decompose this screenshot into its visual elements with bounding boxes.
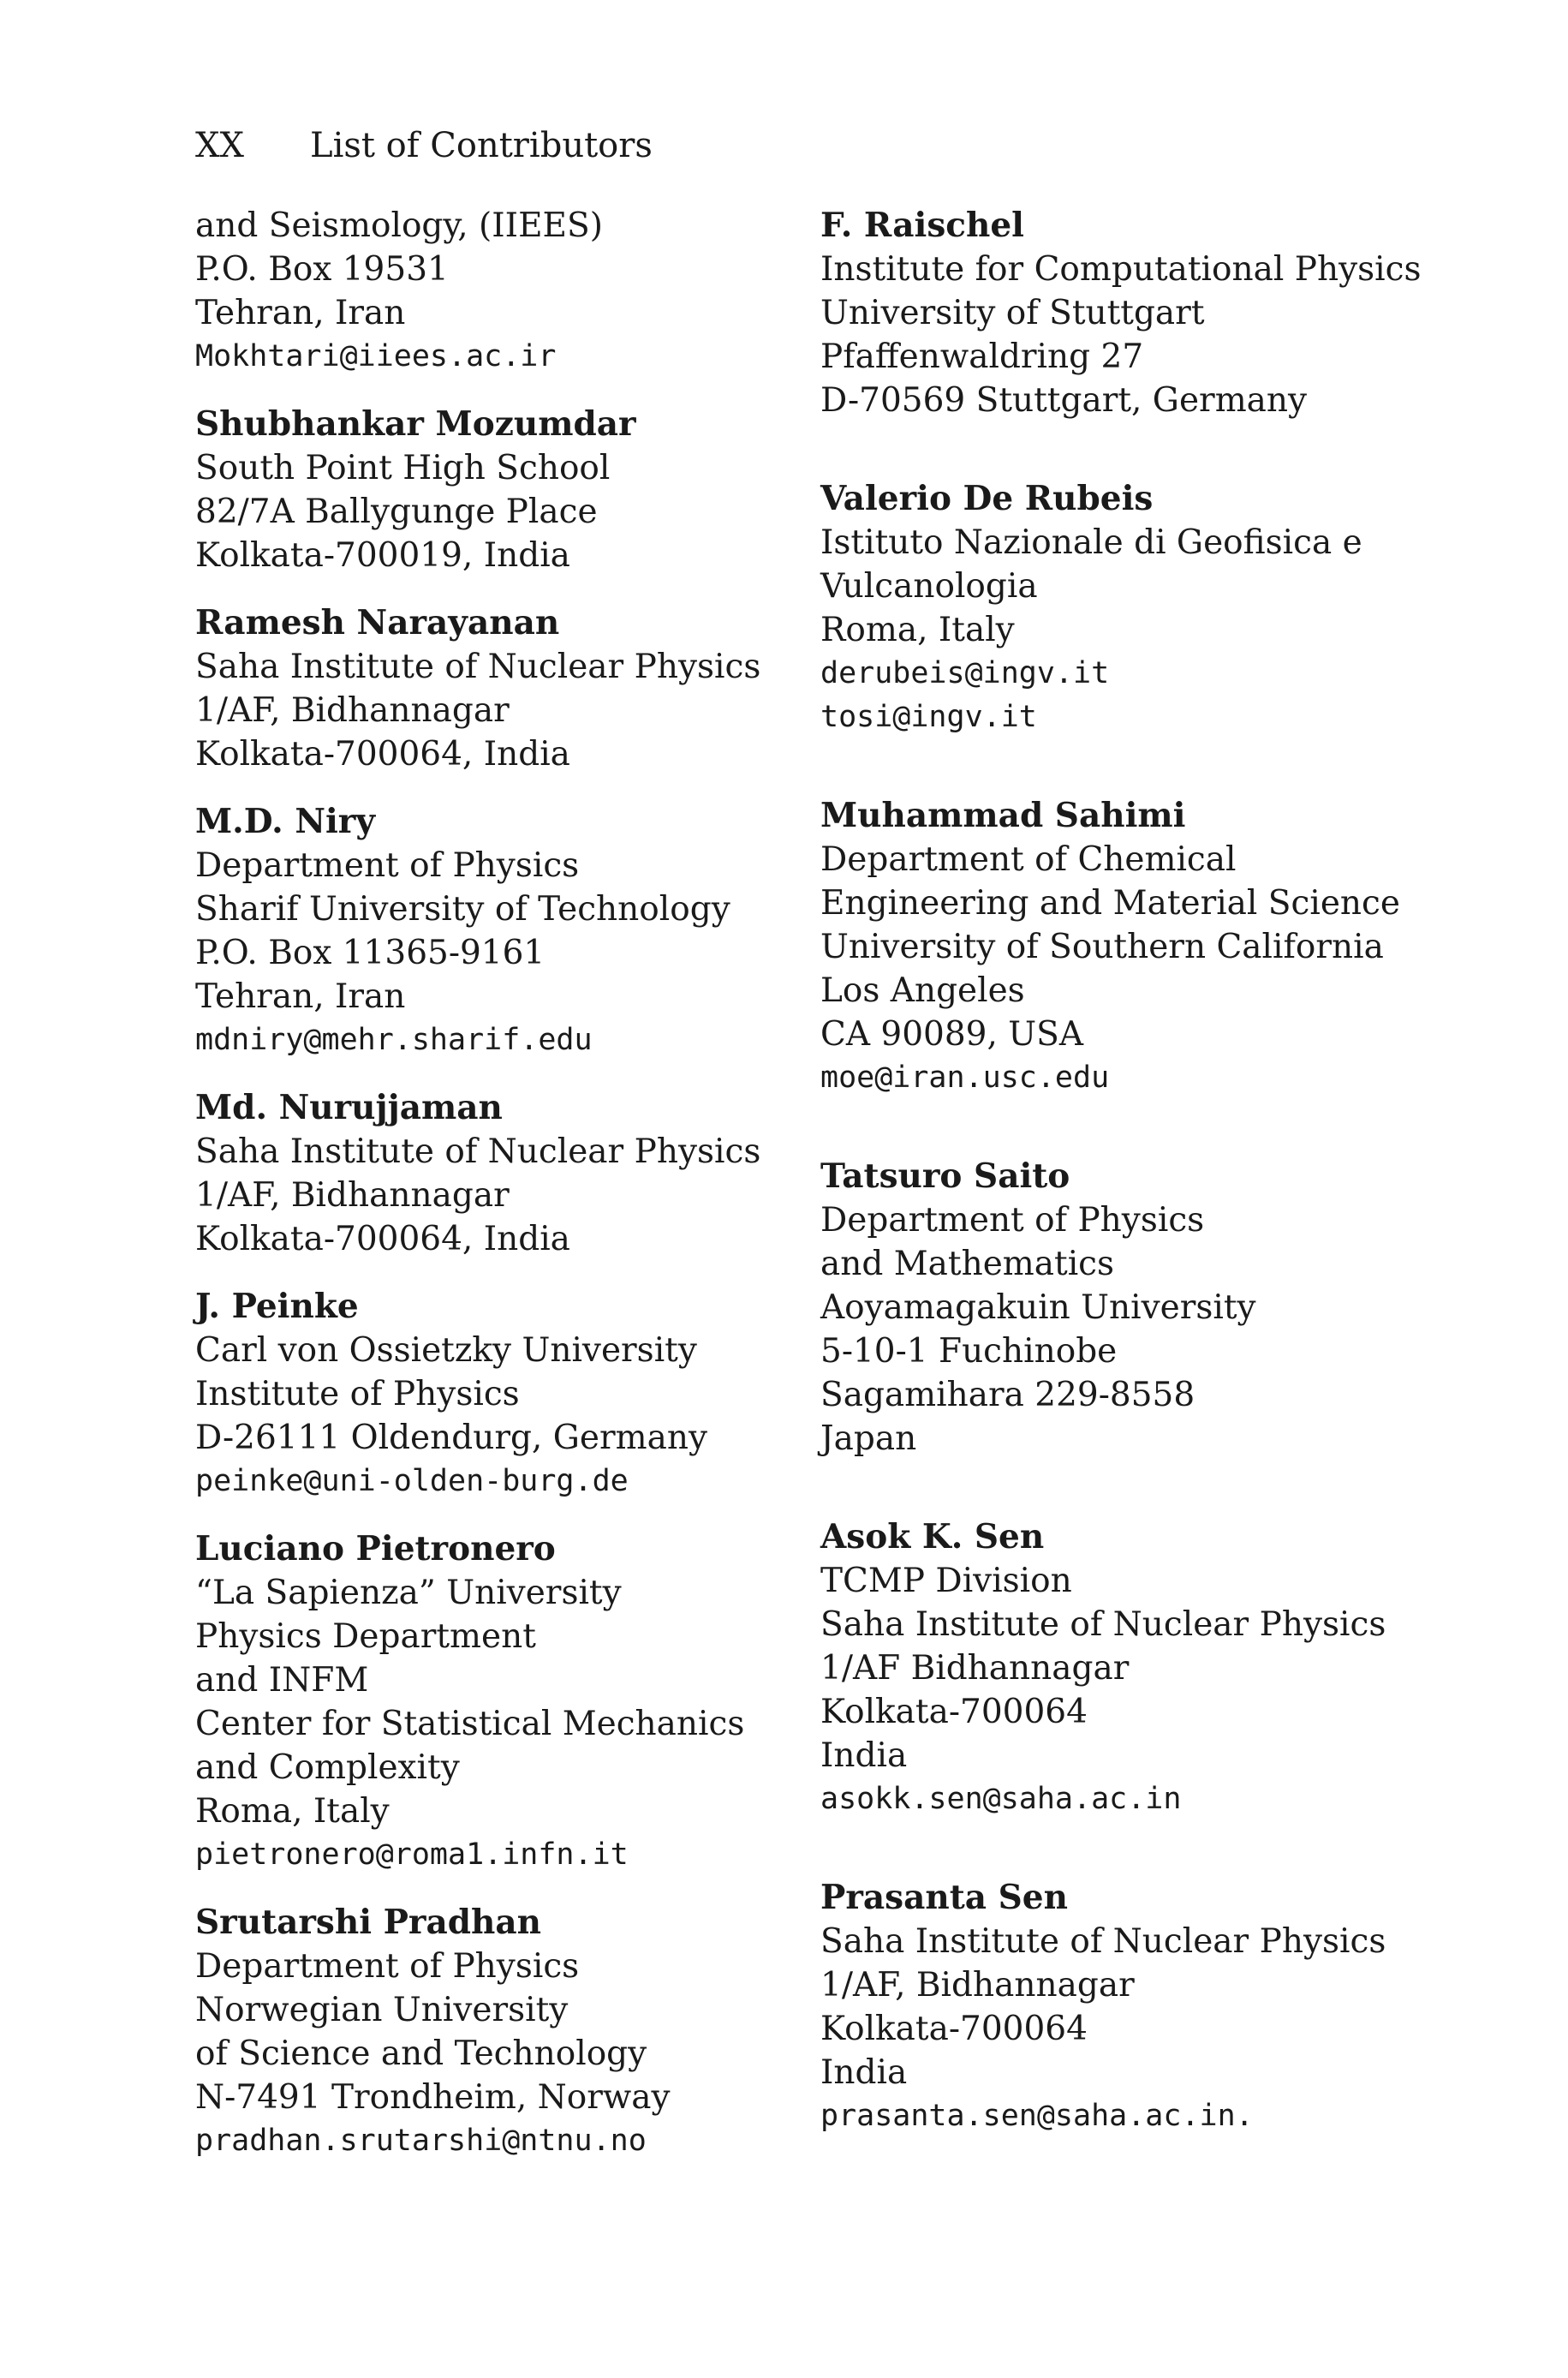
email-address: pradhan.srutarshi@ntnu.no xyxy=(195,2124,647,2158)
contributor-name: J. Peinke xyxy=(195,1287,359,1326)
address-line: Los Angeles xyxy=(820,971,1025,1010)
address-line: Saha Institute of Nuclear Physics xyxy=(820,1605,1386,1644)
address-line: N-7491 Trondheim, Norway xyxy=(195,2078,671,2117)
address-line: Center for Statistical Mechanics xyxy=(195,1705,745,1743)
address-line: Carl von Ossietzky University xyxy=(195,1331,697,1370)
address-line: India xyxy=(820,1736,908,1775)
contributor-entry xyxy=(820,794,1471,1100)
page-header xyxy=(195,125,653,166)
address-line: Engineering and Material Science xyxy=(820,884,1400,923)
address-line: and INFM xyxy=(195,1661,369,1700)
address-line: Roma, Italy xyxy=(195,1792,390,1831)
address-line: University of Stuttgart xyxy=(820,294,1205,332)
email-address: moe@iran.usc.edu xyxy=(820,1061,1110,1095)
address-line: and Mathematics xyxy=(820,1245,1115,1283)
contributor-entry xyxy=(820,204,1471,422)
address-line: TCMP Division xyxy=(820,1562,1072,1600)
address-line: Kolkata-700064, India xyxy=(195,1220,570,1258)
contributor-name: Prasanta Sen xyxy=(820,1878,1068,1917)
email-address: tosi@ingv.it xyxy=(820,700,1037,734)
contributor-entry xyxy=(195,1901,795,2163)
email-address: pietronero@roma1.infn.it xyxy=(195,1837,629,1872)
running-title: List of Contributors xyxy=(310,126,653,165)
address-line: Saha Institute of Nuclear Physics xyxy=(195,648,761,686)
address-line: South Point High School xyxy=(195,449,611,487)
contributor-entry xyxy=(195,403,795,577)
address-line: 1/AF, Bidhannagar xyxy=(195,1176,510,1215)
contributor-entry xyxy=(195,800,795,1062)
contributor-name: F. Raischel xyxy=(820,206,1024,245)
email-address: mdniry@mehr.sharif.edu xyxy=(195,1023,593,1057)
address-line: Norwegian University xyxy=(195,1991,569,2029)
address-line: Sagamihara 229-8558 xyxy=(820,1376,1195,1414)
address-line: D-70569 Stuttgart, Germany xyxy=(820,381,1308,420)
left-column xyxy=(195,204,795,2187)
address-line: Kolkata-700019, India xyxy=(195,536,570,575)
address-line: CA 90089, USA xyxy=(820,1015,1084,1054)
contributor-entry xyxy=(820,1155,1471,1461)
address-line: Department of Chemical xyxy=(820,840,1237,879)
contributor-name: Asok K. Sen xyxy=(820,1517,1045,1556)
address-line: 5-10-1 Fuchinobe xyxy=(820,1332,1118,1371)
address-line: Department of Physics xyxy=(195,846,580,885)
address-line: Istituto Nazionale di Geofisica e xyxy=(820,523,1362,562)
address-line: Physics Department xyxy=(195,1617,536,1656)
contributor-name: Md. Nurujjaman xyxy=(195,1088,503,1127)
contributor-entry xyxy=(195,1527,795,1877)
address-line: Japan xyxy=(820,1419,917,1458)
contributor-name: Valerio De Rubeis xyxy=(820,479,1154,518)
contributor-name: Tatsuro Saito xyxy=(820,1156,1070,1196)
address-line: P.O. Box 11365-9161 xyxy=(195,934,546,972)
address-line: 82/7A Ballygunge Place xyxy=(195,493,598,531)
contributor-entry xyxy=(195,1086,795,1261)
address-line: Institute for Computational Physics xyxy=(820,250,1422,289)
address-line: University of Southern California xyxy=(820,928,1384,966)
email-address: asokk.sen@saha.ac.in xyxy=(820,1782,1182,1816)
contributor-name: Muhammad Sahimi xyxy=(820,796,1186,835)
email-address: Mokhtari@iiees.ac.ir xyxy=(195,339,557,373)
address-line: Kolkata-700064 xyxy=(820,2010,1088,2048)
contributor-entry xyxy=(820,477,1471,739)
address-line: Institute of Physics xyxy=(195,1375,520,1413)
address-line: India xyxy=(820,2053,908,2092)
address-line: and Seismology, (IIEES) xyxy=(195,206,603,245)
address-line: Tehran, Iran xyxy=(195,294,406,332)
address-line: 1/AF Bidhannagar xyxy=(820,1649,1130,1688)
address-line: Pfaffenwaldring 27 xyxy=(820,338,1144,376)
contributor-name: Shubhankar Mozumdar xyxy=(195,404,636,444)
address-line: and Complexity xyxy=(195,1748,460,1787)
address-line: Saha Institute of Nuclear Physics xyxy=(820,1922,1386,1961)
contributor-name: Luciano Pietronero xyxy=(195,1529,556,1568)
contributor-name: M.D. Niry xyxy=(195,802,376,841)
address-line: “La Sapienza” University xyxy=(195,1574,622,1612)
address-line: Aoyamagakuin University xyxy=(820,1288,1256,1327)
address-line: Department of Physics xyxy=(195,1947,580,1986)
address-line: Kolkata-700064 xyxy=(820,1693,1088,1731)
contributor-entry xyxy=(195,1285,795,1503)
right-column xyxy=(820,204,1471,2193)
email-address: derubeis@ingv.it xyxy=(820,656,1110,690)
address-line: of Science and Technology xyxy=(195,2034,647,2073)
address-line: Kolkata-700064, India xyxy=(195,735,570,774)
contributor-entry xyxy=(195,204,795,379)
address-line: D-26111 Oldendurg, Germany xyxy=(195,1419,707,1457)
address-line: Tehran, Iran xyxy=(195,977,406,1016)
address-line: 1/AF, Bidhannagar xyxy=(195,691,510,730)
address-line: Sharif University of Technology xyxy=(195,890,730,929)
contributor-entry xyxy=(195,601,795,776)
address-line: Department of Physics xyxy=(820,1201,1205,1240)
contributor-name: Ramesh Narayanan xyxy=(195,603,560,642)
contributor-entry xyxy=(820,1515,1471,1821)
address-line: P.O. Box 19531 xyxy=(195,250,449,289)
page-number: XX xyxy=(195,126,244,165)
contributor-entry xyxy=(820,1876,1471,2138)
address-line: 1/AF, Bidhannagar xyxy=(820,1966,1135,2005)
contributor-name: Srutarshi Pradhan xyxy=(195,1903,541,1942)
email-address: prasanta.sen@saha.ac.in. xyxy=(820,2099,1254,2133)
address-line: Vulcanologia xyxy=(820,567,1038,606)
address-line: Saha Institute of Nuclear Physics xyxy=(195,1132,761,1171)
address-line: Roma, Italy xyxy=(820,611,1015,649)
email-address: peinke@uni-olden-burg.de xyxy=(195,1464,629,1498)
